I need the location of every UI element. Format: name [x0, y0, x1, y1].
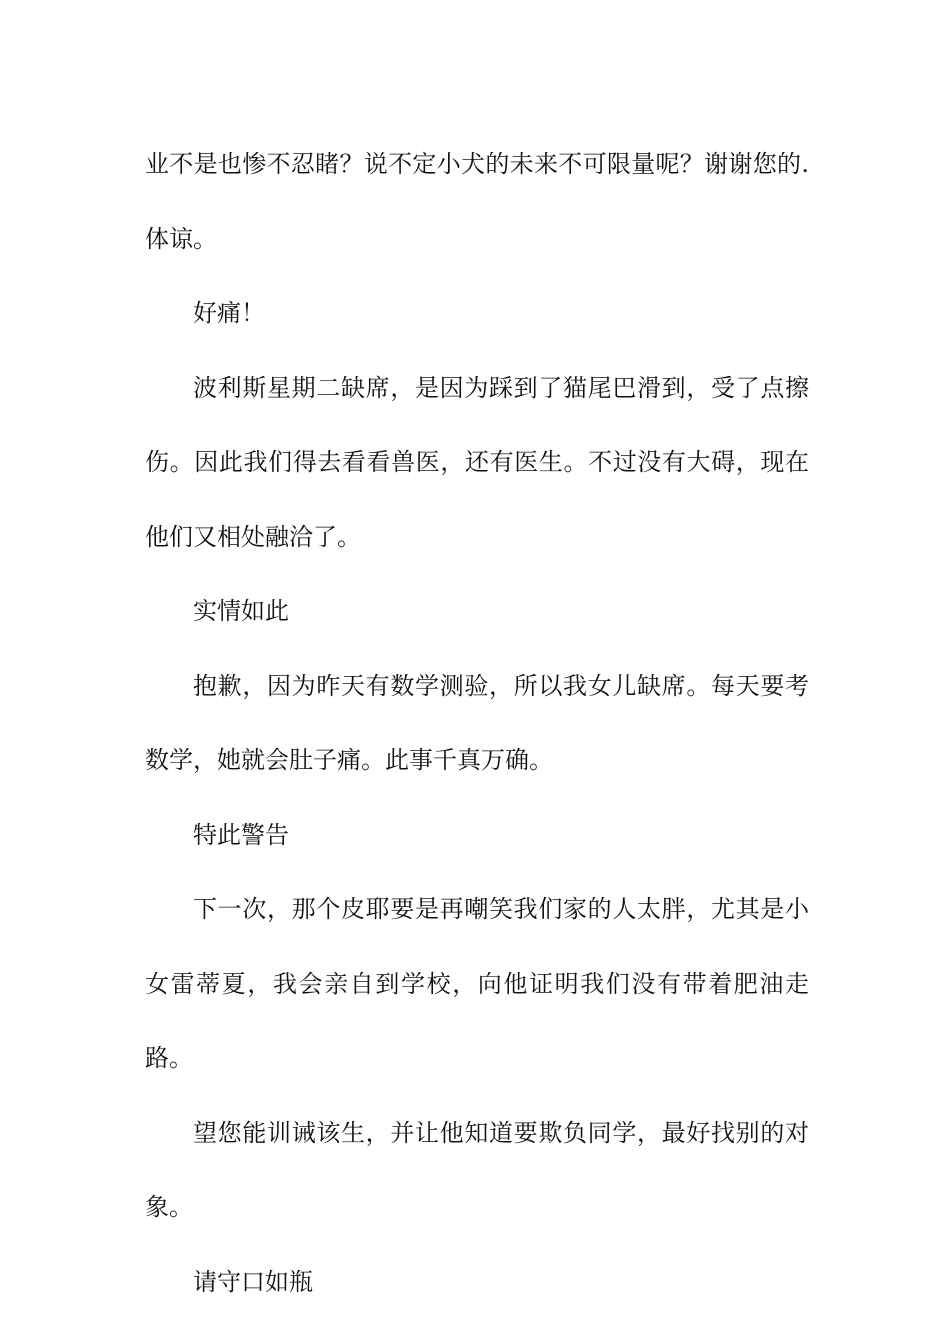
paragraph-heading-shi-qing: 实情如此	[193, 597, 289, 625]
paragraph-heading-hao-tong: 好痛！	[193, 299, 265, 327]
paragraph-heading-warning: 特此警告	[193, 820, 289, 849]
paragraph-heading-secret: 请守口如瓶	[193, 1267, 313, 1296]
paragraph-boris-absence: 波利斯星期二缺席，是因为踩到了猫尾巴滑到，受了点擦伤。因此我们得去看看兽医，还有医生。不过没有大碍，现在他们又相处融洽了。	[145, 373, 809, 551]
paragraph-math-test: 抱歉，因为昨天有数学测验，所以我女儿缺席。每天要考数学，她就会肚子痛。此事千真万确。	[145, 671, 809, 774]
document-body	[145, 127, 809, 1319]
paragraph-discipline-request: 望您能训诫该生，并让他知道要欺负同学，最好找别的对象。	[145, 1118, 809, 1221]
paragraph-pierre-warning: 下一次，那个皮耶要是再嘲笑我们家的人太胖，尤其是小女雷蒂夏，我会亲自到学校，向他证明我们没有带着肥油走路。	[145, 895, 809, 1072]
paragraph-continuation: 业不是也惨不忍睹？说不定小犬的未来不可限量呢？谢谢您的.体谅。	[145, 150, 809, 253]
